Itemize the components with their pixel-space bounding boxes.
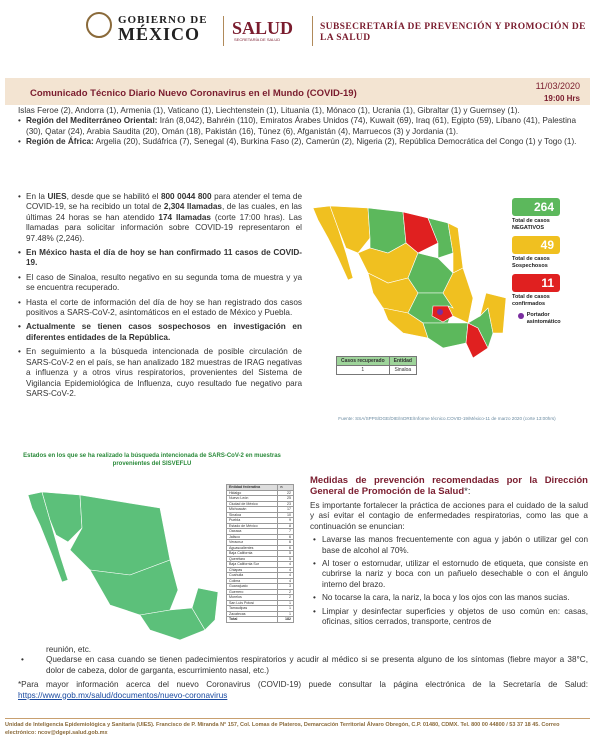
page-title: Comunicado Técnico Diario Nuevo Coronavirus en el Mundo (COVID-19) — [30, 88, 357, 99]
prevention-cont-text: reunión, etc. — [46, 645, 92, 654]
state-count-cell: 4 — [278, 573, 294, 579]
total-value-cell: 182 — [278, 617, 294, 623]
state-name-cell: Ciudad de México — [227, 501, 278, 507]
asymptomatic-paragraph: • Hasta el corte de información del día de hoy se han registrado dos casos positivos a SARS-CoV-2, asintomáticos en el estado de México y Puebla. — [18, 298, 302, 319]
state-count-cell: 6 — [278, 540, 294, 546]
table-header: Entidad — [389, 357, 416, 366]
confirmed-paragraph: • En México hasta el día de hoy se han confirmado 11 casos de COVID-19. — [18, 248, 302, 269]
state-name-cell: Oaxaca — [227, 529, 278, 535]
page-footer: Unidad de Inteligencia Epidemiológica y Sanitaria (UIES). Francisco de P. Miranda N° 157, Col. Lomas de Plateros, Demarcación Territorial Álvaro Obregón, C.P. 01480, CDMX. Tel. 800 00 44800 / 53 37 18 45. Correo electrónico: ncov@dgepi.salud.gob.mx — [5, 722, 560, 736]
sisveflu-states-map — [20, 480, 220, 645]
sospechosos-badge: 49 — [512, 236, 560, 254]
table-cell: Sinaloa — [389, 366, 416, 375]
sisveflu-paragraph: • En seguimiento a la búsqueda intencionada de posible circulación de SARS-CoV-2 en el país, se han analizado 182 muestras de IRAG negativas a influenza y a otros virus respiratorios, provenientes del Sistema de Vigilancia Epidemiológica de Influenza, cuyo resultado fue negativo para SARS-CoV-2. — [18, 347, 302, 399]
state-name-cell: Sinaloa — [227, 512, 278, 518]
portador-label: Portador asintomático — [526, 312, 561, 325]
prevention-item: • No tocarse la cara, la nariz, la boca y los ojos con las manos sucias. — [310, 593, 588, 603]
uies-paragraph: • En la UIES, desde que se habilitó el 800 0044 800 para atender el tema de COVID-19, se ha recibido un total de 2,304 llamadas, de las cuales, en las últimas 24 horas se han atendido 174 llamadas (corte 17:00 hras). Las llamadas para solicitar información sobre COVID-19 representaron el 97.48% (2,246). — [18, 192, 302, 244]
state-count-cell: 4 — [278, 562, 294, 568]
map-source-note: Fuente: SSA/SPPS/DGE/DIE/InDRE/Informe técnico.COVID-19/México-11 de marzo 2020 (corte 13:00hrs) — [338, 416, 556, 421]
mexico-summary — [18, 192, 302, 403]
prevention-section — [310, 475, 588, 630]
gobierno-label: GOBIERNO DE — [118, 14, 208, 26]
portador-dot-icon — [518, 313, 524, 319]
salud-subtitle: SECRETARÍA DE SALUD — [234, 37, 281, 42]
table-header: n — [278, 485, 294, 491]
salud-logo: SALUD — [232, 18, 294, 38]
state-count-cell: 8 — [278, 523, 294, 529]
asymptomatic-marker — [437, 309, 443, 315]
prevention-item: • Quedarse en casa cuando se tienen padecimientos respiratorios y acudir al médico si se presenta alguno de los síntomas (fiebre mayor a 38°C, dolor de cabeza, dolor de garganta, escurrimiento nasal, etc.) — [18, 655, 588, 676]
state-name-cell: Jalisco — [227, 534, 278, 540]
header-divider — [223, 16, 224, 46]
state-name-cell: Colima — [227, 578, 278, 584]
state-count-cell: 1 — [278, 611, 294, 617]
state-count-cell: 4 — [278, 567, 294, 573]
state-name-cell: Veracruz — [227, 540, 278, 546]
state-name-cell: Chiapas — [227, 567, 278, 573]
state-count-cell: 1 — [278, 600, 294, 606]
case-counts — [512, 198, 582, 325]
negativos-label: Total de casos NEGATIVOS — [512, 218, 550, 231]
state-name-cell: Michoacán — [227, 507, 278, 513]
state-name-cell: Puebla — [227, 518, 278, 524]
suspect-paragraph: • Actualmente se tienen casos sospechosos en investigación en diferentes entidades de la República. — [18, 322, 302, 343]
oaxaca — [423, 323, 468, 348]
table-header: Entidad federativa — [227, 485, 278, 491]
region-mediterraneo: • Región del Mediterráneo Oriental: Irán (8,042), Bahréin (110), Emiratos Árabes Unidos (74), Kuwait (69), Iraq (61), Egipto (59), Líbano (41), Palestina (30), Qatar (24), Arabia Saudita (20), Omán (18), Pakistán (16), Túnez (6), Afganistán (4), Marruecos (3) y Jordania (1). — [18, 116, 588, 137]
state-count-cell: 23 — [278, 501, 294, 507]
state-count-cell: 4 — [278, 578, 294, 584]
total-label-cell: Total — [227, 617, 278, 623]
state-count-cell: 17 — [278, 507, 294, 513]
prevention-intro: Es importante fortalecer la práctica de acciones para el cuidado de la salud y así evitar el contagio de enfermedades respiratorias, como las que a continuación se enuncian: — [310, 501, 588, 531]
state-count-cell: 2 — [278, 589, 294, 595]
report-date: 11/03/2020 — [535, 81, 580, 91]
portador-legend — [518, 312, 582, 325]
state-name-cell: Nuevo León — [227, 496, 278, 502]
europe-continuation: Islas Feroe (2), Andorra (1), Armenia (1), Vaticano (1), Liechtenstein (1), Lituania (1), Mónaco (1), Ucrania (1), Gibraltar (1) y Guernsey (1). — [18, 106, 520, 115]
subsecretaria-label: SUBSECRETARÍA DE PREVENCIÓN Y PROMOCIÓN DE LA SALUD — [320, 22, 586, 43]
prevention-title: Medidas de prevención recomendadas por la Dirección General de Promoción de la Salud*: — [310, 475, 588, 497]
state-count-cell: 7 — [278, 529, 294, 535]
state-name-cell: Guanajuato — [227, 584, 278, 590]
state-name-cell: Coahuila — [227, 573, 278, 579]
title-band — [5, 78, 590, 105]
sospechosos-label: Total de casos Sospechosos — [512, 256, 550, 269]
sinaloa-paragraph: • El caso de Sinaloa, resulto negativo en su segunda toma de muestra y ya se encuentra recuperado. — [18, 273, 302, 294]
state-count-cell: 2 — [278, 595, 294, 601]
confirmados-label: Total de casos confirmados — [512, 294, 550, 307]
salud-coronavirus-link[interactable]: https://www.gob.mx/salud/documentos/nuevo-coronavirus — [18, 690, 228, 700]
report-time: 19:00 Hrs — [543, 94, 580, 103]
state-count-cell: 5 — [278, 556, 294, 562]
page-header — [0, 0, 595, 62]
negativos-badge: 264 — [512, 198, 560, 216]
table-cell: 1 — [337, 366, 390, 375]
header-divider — [312, 16, 313, 46]
state-name-cell: Baja California Sur — [227, 562, 278, 568]
info-note: *Para mayor información acerca del nuevo Coronavirus (COVID-19) puede consultar la página electrónica de la Secretaría de Salud: https://www.gob.mx/salud/documentos/nuevo-coronavirus — [18, 680, 588, 700]
table-total-row — [227, 617, 294, 623]
state-name-cell: Zacatecas — [227, 611, 278, 617]
state-name-cell: Tamaulipas — [227, 606, 278, 612]
state-name-cell: Estado de México — [227, 523, 278, 529]
state-name-cell: Aguascalientes — [227, 545, 278, 551]
table-header: Casos recuperado — [337, 357, 390, 366]
coat-of-arms-icon — [86, 12, 112, 38]
mexico-label: MÉXICO — [118, 24, 200, 44]
mexico-status-map — [308, 198, 508, 373]
confirmados-badge: 11 — [512, 274, 560, 292]
prevention-item: • Lavarse las manos frecuentemente con agua y jabón o utilizar gel con base de alcohol al 70%. — [310, 535, 588, 556]
state-name-cell: Hidalgo — [227, 490, 278, 496]
state-count-cell: 10 — [278, 512, 294, 518]
recovered-table — [336, 356, 417, 375]
table-row — [337, 366, 417, 375]
state-count-cell: 1 — [278, 606, 294, 612]
prevention-item: • Limpiar y desinfectar superficies y objetos de uso común en: casas, oficinas, sitios cerrados, transporte, centros de — [310, 607, 588, 628]
state-count-cell: 25 — [278, 496, 294, 502]
footer-divider — [5, 718, 590, 719]
state-name-cell: Querétaro — [227, 556, 278, 562]
state-count-cell: 6 — [278, 534, 294, 540]
state-count-cell: 6 — [278, 545, 294, 551]
fed-states-table — [226, 484, 294, 623]
state-count-cell: 22 — [278, 490, 294, 496]
region-africa: • Región de África: Argelia (20), Sudáfrica (7), Senegal (4), Burkina Faso (2), Camerún (2), Nigeria (2), República Democrática del Congo (1) y Togo (1). — [18, 137, 588, 147]
state-name-cell: San Luis Potosí — [227, 600, 278, 606]
state-count-cell: 9 — [278, 518, 294, 524]
prevention-item: • Al toser o estornudar, utilizar el estornudo de etiqueta, que consiste en cubrirse la nariz y boca con un pañuelo desechable o con el ángulo interno del brazo. — [310, 559, 588, 590]
prevention-continuation — [18, 645, 588, 701]
state-count-cell: 5 — [278, 551, 294, 557]
regions-block — [18, 106, 588, 148]
sisveflu-title: Estados en los que se ha realizado la búsqueda intencionada de SARS-CoV-2 en muestras provenientes del SISVEFLU — [23, 453, 281, 467]
state-name-cell: Morelos — [227, 595, 278, 601]
state-count-cell: 3 — [278, 584, 294, 590]
north-shape — [70, 495, 170, 575]
state-name-cell: Guerrero — [227, 589, 278, 595]
state-name-cell: Baja California — [227, 551, 278, 557]
